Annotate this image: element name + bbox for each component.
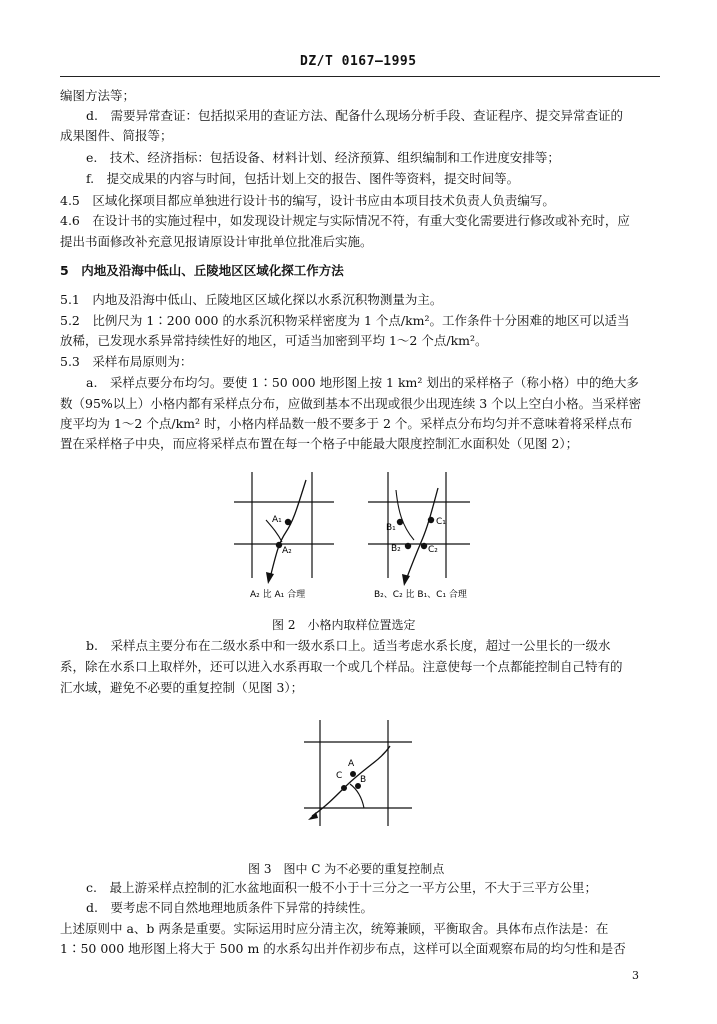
text-line: 5.2 比例尺为 1∶200 000 的水系沉积物采样密度为 1 个点/km²。工作条件十分困难的地区可以适当 [60, 313, 630, 328]
text-line: 5.3 采样布局原则为： [60, 354, 193, 369]
fig3-label-a: A [348, 759, 355, 769]
fig2-left-stream [270, 480, 306, 578]
text-line: 提出书面修改补充意见报请原设计审批单位批准后实施。 [60, 234, 373, 249]
fig3-point-a [350, 771, 356, 777]
text-line: 置在采样格子中央，而应将采样点布置在每一个格子中能最大限度控制汇水面积处（见图 2）； [60, 436, 579, 451]
text-line: d. 需要异常查证：包括拟采用的查证方法、配备什么现场分析手段、查证程序、提交异常查证的 [86, 108, 623, 123]
fig3-point-c [341, 785, 347, 791]
fig2-label-c2: C₂ [428, 545, 438, 555]
fig3-label-b: B [360, 775, 367, 785]
text-line: a. 采样点要分布均匀。要使 1∶50 000 地形图上按 1 km² 划出的采样格子（称小格）中的绝大多 [86, 375, 639, 390]
text-line: 4.5 区域化探项目都应单独进行设计书的编写，设计书应由本项目技术负责人负责编写。 [60, 193, 555, 208]
fig2-label-a2: A₂ [282, 546, 292, 556]
text-line: 5.1 内地及沿海中低山、丘陵地区区域化探以水系沉积物测量为主。 [60, 292, 443, 307]
figure-2 [228, 460, 488, 610]
fig2-label-b2: B₂ [391, 544, 401, 554]
fig2-point-c2 [421, 543, 427, 549]
text-line: d. 要考虑不同自然地理地质条件下异常的持续性。 [86, 900, 373, 915]
fig2-point-a1 [285, 519, 291, 525]
header-rule [60, 76, 660, 77]
fig2-left-caption: A₂ 比 A₁ 合理 [250, 590, 306, 600]
text-line: 汇水域，避免不必要的重复控制（见图 3）； [60, 680, 304, 695]
figure-3-caption: 图 3 图中 C 为不必要的重复控制点 [248, 862, 445, 876]
fig2-right-grid [368, 472, 470, 578]
text-line: 编图方法等； [60, 88, 136, 103]
standard-code-header: DZ/T 0167—1995 [300, 54, 417, 69]
fig2-right-arrow [402, 574, 410, 586]
text-line: c. 最上游采样点控制的汇水盆地面积一般不小于十三分之一平方公里，不大于三平方公里； [86, 880, 597, 895]
fig2-right-caption: B₂、C₂ 比 B₁、C₁ 合理 [374, 590, 467, 600]
fig3-label-c: C [336, 771, 343, 781]
text-line: 上述原则中 a、b 两条是重要。实际运用时应分清主次，统筹兼顾，平衡取舍。具体布点作法是：在 [60, 921, 609, 936]
fig3-stream-main [312, 746, 390, 816]
text-line: 系，除在水系口上取样外，还可以进入水系再取一个或几个样品。注意使每一个点都能控制自己特有的 [60, 659, 623, 674]
fig2-label-a1: A₁ [272, 515, 282, 525]
section-heading: 5 内地及沿海中低山、丘陵地区区域化探工作方法 [60, 263, 344, 278]
figure-3 [300, 712, 420, 832]
text-line: b. 采样点主要分布在二级水系中和一级水系口上。适当考虑水系长度，超过一公里长的一级水 [86, 638, 611, 653]
text-line: 度平均为 1～2 个点/km² 时，小格内样品数一般不要多于 2 个。采样点分布均匀并不意味着将采样点布 [60, 416, 633, 431]
fig2-right-stream-2 [396, 490, 414, 540]
text-line: 放稀，已发现水系异常持续性好的地区，可适当加密到平均 1～2 个点/km²。 [60, 333, 488, 348]
fig2-label-c1: C₁ [436, 517, 446, 527]
fig2-left-arrow [266, 572, 274, 584]
fig2-label-b1: B₁ [386, 523, 396, 533]
figure-2-caption: 图 2 小格内取样位置选定 [272, 618, 416, 632]
text-line: 1∶50 000 地形图上将大于 500 m 的水系勾出并作初步布点，这样可以全面观察布局的均匀性和是否 [60, 941, 626, 956]
text-line: 数（95%以上）小格内都有采样点分布，应做到基本不出现或很少出现连续 3 个以上空白小格。当采样密 [60, 396, 642, 411]
fig2-point-c1 [428, 517, 434, 523]
text-line: 成果图件、简报等； [60, 128, 173, 143]
fig2-point-b2 [405, 543, 411, 549]
fig2-left-grid [234, 472, 334, 578]
page-number: 3 [632, 969, 639, 982]
text-line: f. 提交成果的内容与时间，包括计划上交的报告、图件等资料，提交时间等。 [86, 171, 520, 186]
text-line: 4.6 在设计书的实施过程中，如发现设计规定与实际情况不符，有重大变化需要进行修改或补充时，应 [60, 213, 630, 228]
fig2-point-b1 [397, 519, 403, 525]
text-line: e. 技术、经济指标：包括设备、材料计划、经济预算、组织编制和工作进度安排等； [86, 150, 560, 165]
